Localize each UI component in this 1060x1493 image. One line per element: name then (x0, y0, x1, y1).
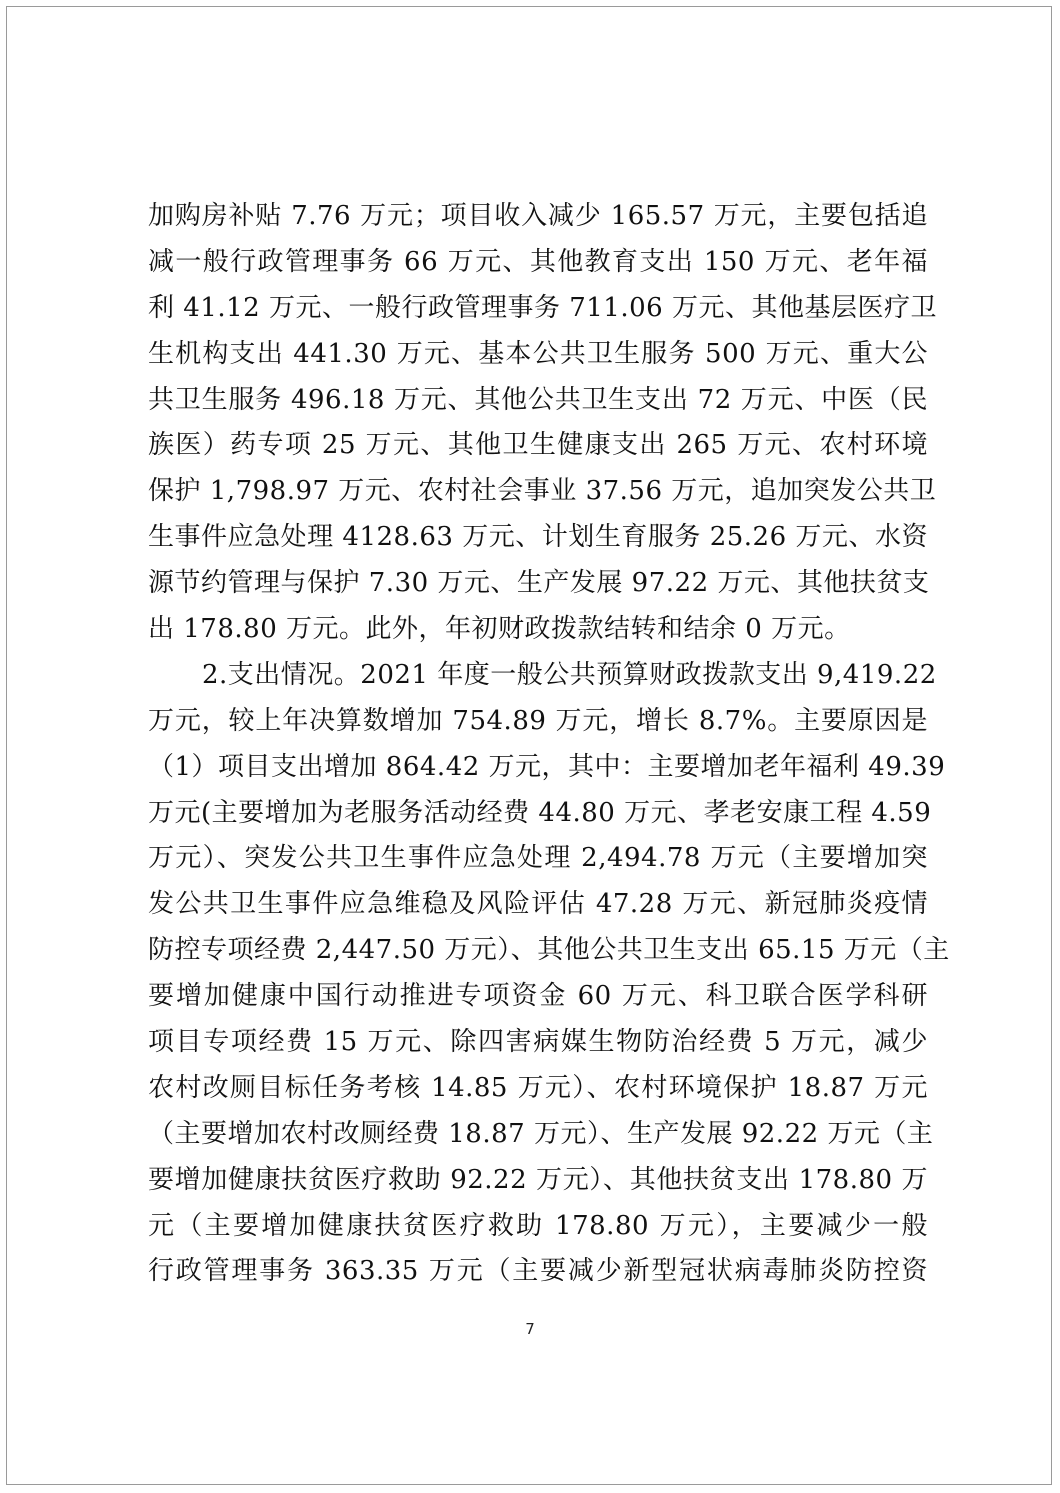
text-line: 族医）药专项 25 万元、其他卫生健康支出 265 万元、农村环境 (148, 430, 928, 461)
section-heading-line: 2.支出情况。2021 年度一般公共预算财政拨款支出 9,419.22 (202, 659, 937, 690)
text-line: 生事件应急处理 4128.63 万元、计划生育服务 25.26 万元、水资 (148, 522, 928, 553)
text-line: （主要增加农村改厕经费 18.87 万元）、生产发展 92.22 万元（主 (148, 1118, 934, 1149)
text-line: 万元，较上年决算数增加 754.89 万元，增长 8.7%。主要原因是 (148, 705, 928, 736)
text-line: 万元）、突发公共卫生事件应急处理 2,494.78 万元（主要增加突 (148, 843, 928, 874)
paragraph-end-line: 出 178.80 万元。此外，年初财政拨款结转和结余 0 万元。 (148, 614, 851, 645)
text-line: 农村改厕目标任务考核 14.85 万元）、农村环境保护 18.87 万元 (148, 1072, 928, 1103)
text-line: 防控专项经费 2,447.50 万元）、其他公共卫生支出 65.15 万元（主 (148, 935, 950, 966)
text-line: 源节约管理与保护 7.30 万元、生产发展 97.22 万元、其他扶贫支 (148, 568, 930, 599)
text-line: 利 41.12 万元、一般行政管理事务 711.06 万元、其他基层医疗卫 (148, 292, 937, 323)
text-line: 要增加健康中国行动推进专项资金 60 万元、科卫联合医学科研 (148, 981, 928, 1012)
body-text (148, 194, 950, 1295)
text-line: 项目专项经费 15 万元、除四害病媒生物防治经费 5 万元，减少 (148, 1027, 928, 1058)
text-line: 减一般行政管理事务 66 万元、其他教育支出 150 万元、老年福 (148, 246, 928, 277)
text-line: 保护 1,798.97 万元、农村社会事业 37.56 万元，追加突发公共卫 (148, 476, 937, 507)
text-line: （1）项目支出增加 864.42 万元，其中：主要增加老年福利 49.39 (148, 751, 946, 782)
text-line: 共卫生服务 496.18 万元、其他公共卫生支出 72 万元、中医（民 (148, 384, 928, 415)
text-line: 加购房补贴 7.76 万元；项目收入减少 165.57 万元，主要包括追 (148, 201, 928, 231)
text-line: 万元(主要增加为老服务活动经费 44.80 万元、孝老安康工程 4.59 (148, 797, 932, 828)
page-number: 7 (525, 1320, 535, 1338)
text-line: 元（主要增加健康扶贫医疗救助 178.80 万元），主要减少一般 (148, 1210, 928, 1241)
text-line: 行政管理事务 363.35 万元（主要减少新型冠状病毒肺炎防控资 (148, 1256, 928, 1287)
text-line: 发公共卫生事件应急维稳及风险评估 47.28 万元、新冠肺炎疫情 (148, 889, 928, 920)
text-line: 要增加健康扶贫医疗救助 92.22 万元）、其他扶贫支出 178.80 万 (148, 1164, 928, 1195)
text-line: 生机构支出 441.30 万元、基本公共卫生服务 500 万元、重大公 (148, 338, 928, 369)
